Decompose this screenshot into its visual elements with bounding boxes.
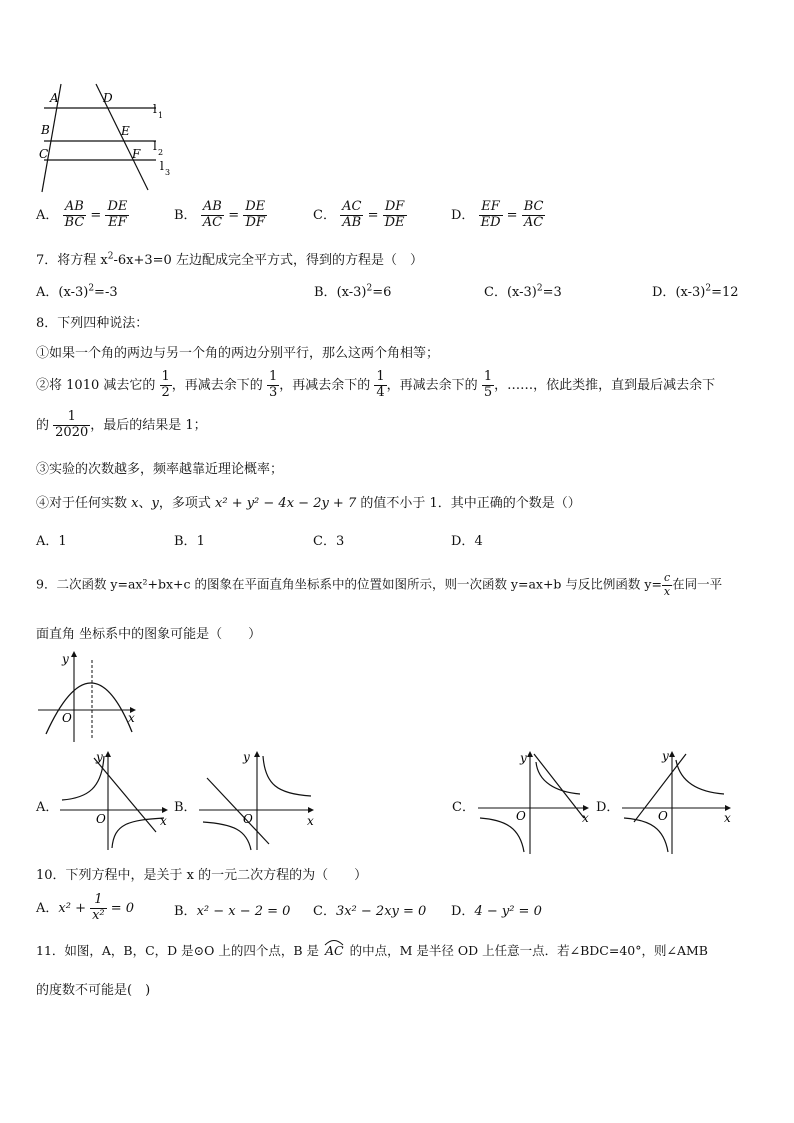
q6-option-c[interactable]: C． $\frac{AC}{AB}$ = $\frac{DF}{DE}$ [313, 199, 405, 230]
parabola-curve [46, 683, 132, 734]
label-l3-sub: 3 [165, 168, 171, 177]
q8-title: 8．下列四种说法： [36, 316, 149, 331]
point-E: E [121, 124, 130, 138]
option-letter: D． [451, 207, 475, 223]
svg-text:x: x [724, 811, 731, 825]
point-A: A [50, 91, 59, 105]
label-l: l [153, 139, 157, 153]
q9-stem-cont: 面直角 坐标系中的图象可能是（ ） [36, 627, 262, 642]
point-D: D [103, 91, 113, 105]
q9-option-c-graph[interactable] [476, 748, 594, 856]
svg-text:y: y [62, 652, 69, 666]
q10-option-a[interactable]: A．x² + $\frac{1}{\text{x²}}$ = 0 [36, 892, 135, 923]
q10-stem: 10．下列方程中，是关于 x 的一元二次方程的为（ ） [36, 868, 368, 883]
q7-option-d[interactable]: D．$(x-3)^2=12$ [652, 283, 739, 300]
point-B: B [41, 123, 50, 137]
q6-option-d[interactable]: D． $\frac{EF}{ED}$ = $\frac{BC}{AC}$ [451, 199, 544, 230]
q8-option-b[interactable]: B．1 [174, 534, 205, 549]
svg-text:O: O [62, 711, 72, 725]
q10-option-c[interactable]: C．3x² − 2xy = 0 [313, 904, 427, 919]
q9-option-b-label[interactable]: B． [174, 800, 197, 815]
q8-statement-1: ①如果一个角的两边与另一个角的两边分别平行，那么这两个角相等； [36, 346, 440, 361]
option-letter: A． [36, 207, 59, 223]
q7-option-b[interactable]: B．$(x-3)^2=6$ [314, 283, 392, 300]
q8-statement-2-cont: 的 $\frac{1}{2020}$ ，最后的结果是 1； [36, 409, 207, 440]
arc-icon [323, 938, 345, 946]
svg-text:y: y [96, 750, 103, 764]
q11-stem: 11．如图，A，B，C，D 是⊙O 上的四个点，B 是 AC 的中点，M 是半径 OD 上任意一点．若∠BDC=40°，则∠AMB [36, 941, 708, 959]
q8-statement-2: ②将 1010 减去它的 $\frac{1}{2}$ ，再减去余下的 $\frac{1}{3}$ ，再减去余下的 $\frac{1}{4}$ ，再减去余下的 $\frac{1}{5}$ ，……，依此类推，直到最后减去余下 [36, 369, 716, 400]
point-F: F [132, 147, 141, 161]
arc-ac: AC [323, 943, 346, 958]
q10-option-d[interactable]: D．4 − y² = 0 [451, 904, 542, 919]
q8-option-c[interactable]: C．3 [313, 534, 345, 549]
svg-text:x: x [307, 814, 314, 828]
q9-option-d-graph[interactable] [620, 748, 736, 856]
option-letter: B． [174, 207, 197, 223]
q8-option-a[interactable]: A．1 [36, 534, 67, 549]
q8-statement-4: ④对于任何实数 x、y，多项式 x² + y² − 4x − 2y + 7 的值不小于 1．其中正确的个数是（） [36, 496, 581, 511]
q8-option-d[interactable]: D．4 [451, 534, 483, 549]
q9-option-a-label[interactable]: A． [36, 800, 59, 815]
option-letter: C． [313, 207, 336, 223]
label-l1-sub: 1 [158, 111, 164, 120]
svg-text:x: x [582, 811, 589, 825]
q6-option-a[interactable]: A． $\frac{AB}{BC}$ = $\frac{DE}{EF}$ [36, 199, 128, 230]
label-l: l [160, 159, 164, 173]
svg-text:x: x [160, 814, 167, 828]
q9-option-c-label[interactable]: C． [452, 800, 475, 815]
q9-option-b-graph[interactable] [197, 748, 319, 852]
parallel-lines-figure [36, 80, 176, 196]
q7-option-a[interactable]: A．$(x-3)^2=-3$ [36, 283, 118, 300]
q7-option-c[interactable]: C．$(x-3)^2=3$ [484, 283, 562, 300]
svg-text:y: y [520, 751, 527, 765]
q8-statement-3: ③实验的次数越多，频率越靠近理论概率； [36, 462, 284, 477]
svg-text:x: x [128, 711, 135, 725]
svg-text:O: O [516, 809, 526, 823]
q9-option-a-graph[interactable] [58, 748, 172, 852]
point-C: C [39, 147, 49, 161]
q9-option-d-label[interactable]: D． [596, 800, 620, 815]
q11-stem-cont: 的度数不可能是( ) [36, 983, 151, 998]
parabola-graph [36, 648, 140, 744]
q7-stem: 7．将方程 $x^2-6x+3=0$ 左边配成完全平方式，得到的方程是（ ） [36, 251, 423, 268]
svg-text:O: O [658, 809, 668, 823]
q6-option-b[interactable]: B． $\frac{AB}{AC}$ = $\frac{DE}{DF}$ [174, 199, 266, 230]
svg-text:y: y [662, 749, 669, 763]
svg-text:O: O [96, 812, 106, 826]
q9-stem: 9．二次函数 y=ax²+bx+c 的图象在平面直角坐标系中的位置如图所示，则一次函数 y=ax+b 与反比例函数 y= $\frac{c}{x}$ 在同一平 [36, 571, 723, 598]
q10-option-b[interactable]: B．x² − x − 2 = 0 [174, 904, 291, 919]
svg-text:O: O [243, 812, 253, 826]
label-l2-sub: 2 [158, 148, 164, 157]
label-l: l [153, 102, 157, 116]
svg-text:y: y [243, 750, 250, 764]
